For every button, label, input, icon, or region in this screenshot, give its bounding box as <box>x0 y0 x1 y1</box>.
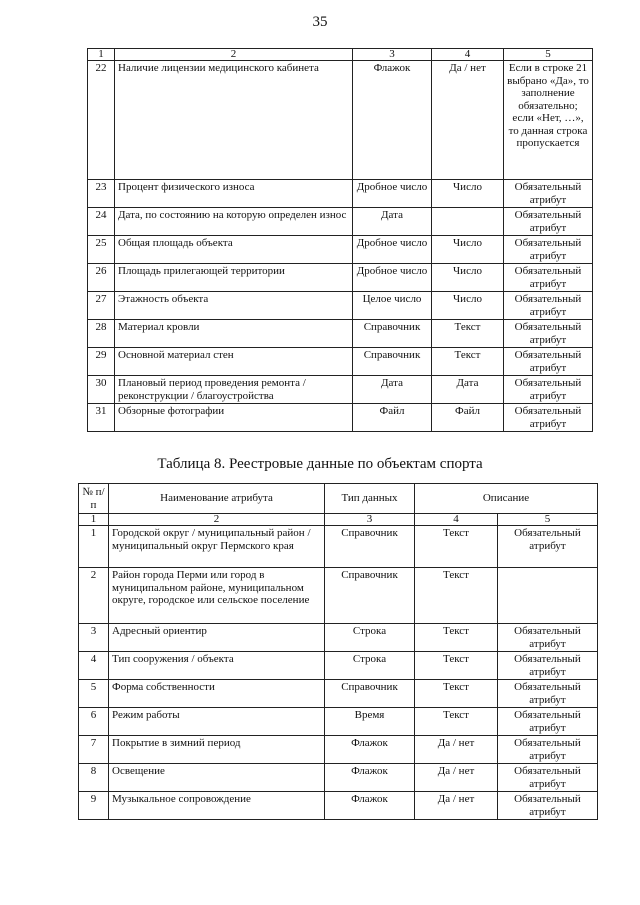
attribute-description: Если в строке 21 выбрано «Да», то заполнение обязательно; если «Нет, …», то данная строка пропускается <box>504 61 593 180</box>
value-format: Текст <box>415 652 498 680</box>
row-number: 28 <box>88 320 115 348</box>
data-type: Целое число <box>353 292 432 320</box>
attribute-name: Обзорные фотографии <box>115 404 353 432</box>
table-row <box>79 680 598 708</box>
column-number: 1 <box>79 514 109 526</box>
table-row <box>79 624 598 652</box>
row-number: 22 <box>88 61 115 180</box>
value-format <box>432 208 504 236</box>
data-type: Справочник <box>353 320 432 348</box>
header-name: Наименование атрибута <box>109 484 325 514</box>
table-row <box>88 292 593 320</box>
data-type: Дробное число <box>353 264 432 292</box>
attribute-description: Обязательный атрибут <box>504 208 593 236</box>
column-number: 3 <box>353 49 432 61</box>
column-numbers-row <box>79 514 598 526</box>
attribute-name: Освещение <box>109 764 325 792</box>
table-row <box>88 348 593 376</box>
attribute-name: Площадь прилегающей территории <box>115 264 353 292</box>
sports-objects-table <box>78 483 598 820</box>
table-row <box>88 376 593 404</box>
value-format: Текст <box>415 568 498 624</box>
row-number: 31 <box>88 404 115 432</box>
value-format: Текст <box>415 708 498 736</box>
data-type: Справочник <box>325 680 415 708</box>
attribute-name: Плановый период проведения ремонта / реконструкции / благоустройства <box>115 376 353 404</box>
attribute-description: Обязательный атрибут <box>504 348 593 376</box>
value-format: Да / нет <box>415 764 498 792</box>
attribute-name: Процент физического износа <box>115 180 353 208</box>
attribute-name: Городской округ / муниципальный район / муниципальный округ Пермского края <box>109 526 325 568</box>
row-number: 26 <box>88 264 115 292</box>
attribute-description: Обязательный атрибут <box>498 652 598 680</box>
data-type: Флажок <box>325 764 415 792</box>
attribute-name: Адресный ориентир <box>109 624 325 652</box>
table-row <box>79 568 598 624</box>
data-type: Дата <box>353 208 432 236</box>
table-row <box>79 708 598 736</box>
row-number: 1 <box>79 526 109 568</box>
column-number: 4 <box>415 514 498 526</box>
attribute-description: Обязательный атрибут <box>504 292 593 320</box>
value-format: Дата <box>432 376 504 404</box>
attribute-description: Обязательный атрибут <box>504 376 593 404</box>
attribute-name: Район города Перми или город в муниципальном районе, муниципальном округе, городское или сельское поселение <box>109 568 325 624</box>
row-number: 24 <box>88 208 115 236</box>
attribute-name: Музыкальное сопровождение <box>109 792 325 820</box>
attributes-table-continued <box>87 48 593 432</box>
row-number: 5 <box>79 680 109 708</box>
attribute-name: Общая площадь объекта <box>115 236 353 264</box>
attribute-name: Материал кровли <box>115 320 353 348</box>
column-numbers-row <box>88 49 593 61</box>
data-type: Файл <box>353 404 432 432</box>
row-number: 7 <box>79 736 109 764</box>
attribute-name: Дата, по состоянию на которую определен износ <box>115 208 353 236</box>
column-number: 5 <box>498 514 598 526</box>
attribute-name: Тип сооружения / объекта <box>109 652 325 680</box>
table7-body <box>88 49 593 432</box>
column-number: 2 <box>115 49 353 61</box>
column-number: 5 <box>504 49 593 61</box>
data-type: Флажок <box>353 61 432 180</box>
attribute-description: Обязательный атрибут <box>498 792 598 820</box>
attribute-name: Основной материал стен <box>115 348 353 376</box>
row-number: 30 <box>88 376 115 404</box>
value-format: Файл <box>432 404 504 432</box>
value-format: Текст <box>415 526 498 568</box>
row-number: 2 <box>79 568 109 624</box>
table-row <box>88 208 593 236</box>
table-row <box>79 526 598 568</box>
value-format: Число <box>432 236 504 264</box>
attribute-name: Наличие лицензии медицинского кабинета <box>115 61 353 180</box>
attribute-description: Обязательный атрибут <box>504 264 593 292</box>
value-format: Да / нет <box>415 736 498 764</box>
table-row <box>88 236 593 264</box>
attribute-description: Обязательный атрибут <box>498 624 598 652</box>
attribute-description: Обязательный атрибут <box>504 404 593 432</box>
data-type: Строка <box>325 652 415 680</box>
row-number: 8 <box>79 764 109 792</box>
value-format: Да / нет <box>415 792 498 820</box>
attribute-description: Обязательный атрибут <box>498 526 598 568</box>
attribute-description: Обязательный атрибут <box>504 236 593 264</box>
page-number: 35 <box>312 14 328 30</box>
table8-title: Таблица 8. Реестровые данные по объектам спорта <box>157 456 483 472</box>
table8-body <box>79 484 598 820</box>
attribute-description: Обязательный атрибут <box>498 764 598 792</box>
data-type: Справочник <box>325 568 415 624</box>
value-format: Число <box>432 264 504 292</box>
value-format: Текст <box>415 680 498 708</box>
data-type: Время <box>325 708 415 736</box>
attribute-name: Покрытие в зимний период <box>109 736 325 764</box>
attribute-description <box>498 568 598 624</box>
row-number: 23 <box>88 180 115 208</box>
attribute-description: Обязательный атрибут <box>498 680 598 708</box>
attribute-description: Обязательный атрибут <box>498 736 598 764</box>
data-type: Дробное число <box>353 236 432 264</box>
table-row <box>79 652 598 680</box>
data-type: Дата <box>353 376 432 404</box>
table-row <box>79 792 598 820</box>
table-row <box>88 61 593 180</box>
attribute-name: Этажность объекта <box>115 292 353 320</box>
table-row <box>88 320 593 348</box>
column-number: 2 <box>109 514 325 526</box>
table-row <box>79 736 598 764</box>
header-num: № п/п <box>79 484 109 514</box>
row-number: 29 <box>88 348 115 376</box>
column-number: 1 <box>88 49 115 61</box>
data-type: Справочник <box>325 526 415 568</box>
table-row <box>88 264 593 292</box>
row-number: 25 <box>88 236 115 264</box>
value-format: Да / нет <box>432 61 504 180</box>
data-type: Флажок <box>325 736 415 764</box>
value-format: Текст <box>415 624 498 652</box>
attribute-name: Режим работы <box>109 708 325 736</box>
value-format: Текст <box>432 348 504 376</box>
value-format: Число <box>432 292 504 320</box>
data-type: Флажок <box>325 792 415 820</box>
value-format: Текст <box>432 320 504 348</box>
row-number: 3 <box>79 624 109 652</box>
table-header-row <box>79 484 598 514</box>
data-type: Дробное число <box>353 180 432 208</box>
attribute-name: Форма собственности <box>109 680 325 708</box>
data-type: Строка <box>325 624 415 652</box>
table-row <box>88 404 593 432</box>
row-number: 6 <box>79 708 109 736</box>
header-type: Тип данных <box>325 484 415 514</box>
attribute-description: Обязательный атрибут <box>504 180 593 208</box>
attribute-description: Обязательный атрибут <box>504 320 593 348</box>
attribute-description: Обязательный атрибут <box>498 708 598 736</box>
table-row <box>88 180 593 208</box>
row-number: 9 <box>79 792 109 820</box>
row-number: 4 <box>79 652 109 680</box>
row-number: 27 <box>88 292 115 320</box>
column-number: 3 <box>325 514 415 526</box>
header-desc: Описание <box>415 484 598 514</box>
table-row <box>79 764 598 792</box>
value-format: Число <box>432 180 504 208</box>
column-number: 4 <box>432 49 504 61</box>
data-type: Справочник <box>353 348 432 376</box>
